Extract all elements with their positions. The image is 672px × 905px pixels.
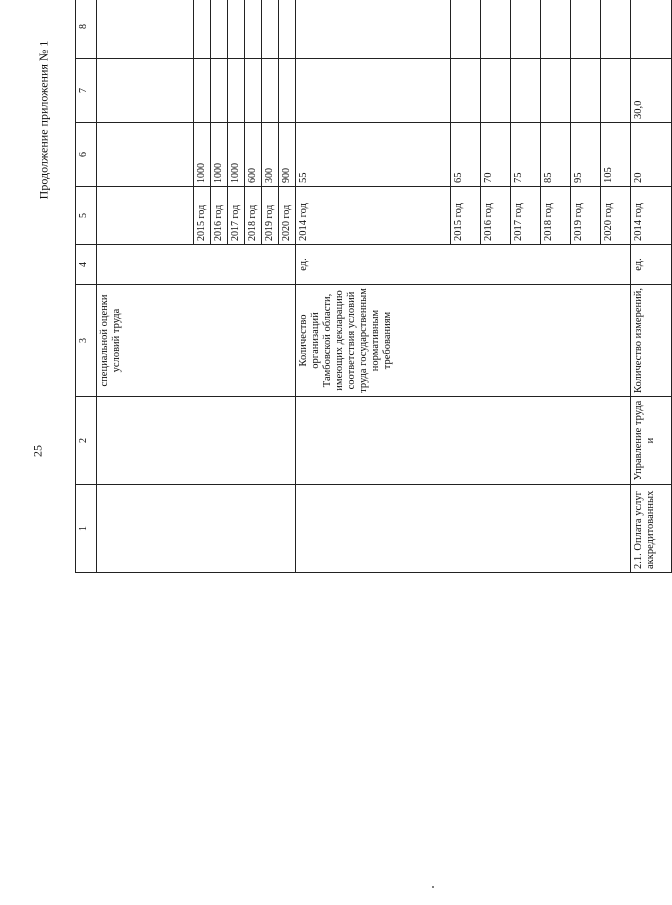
scan-speck (432, 886, 434, 888)
value-cell: 900 (279, 123, 296, 187)
year-cell: 2018 год (245, 187, 262, 245)
continuation-label: Продолжение приложения № 1 (36, 40, 51, 200)
value-cell: 600 (245, 123, 262, 187)
table-cell (481, 59, 511, 123)
value-cell: 85 (541, 123, 571, 187)
year-cell: 2016 год (481, 187, 511, 245)
table-cell (571, 59, 601, 123)
value-cell: 105 (601, 123, 631, 187)
table-cell (279, 59, 296, 123)
col-header: 5 (76, 187, 97, 245)
rotated-table-container (75, 0, 657, 573)
table-cell (97, 59, 194, 123)
indicator-cell: Количество измерений, (631, 285, 672, 397)
table-row (97, 0, 194, 573)
table-frame (75, 24, 657, 829)
year-cell: 2016 год (211, 187, 228, 245)
table-cell (97, 187, 194, 245)
col-header: 1 (76, 485, 97, 573)
table-cell (211, 0, 228, 59)
header-row (76, 0, 97, 573)
year-cell: 2017 год (511, 187, 541, 245)
value-cell: 300 (262, 123, 279, 187)
table-row (296, 0, 451, 573)
table-cell (451, 0, 481, 59)
table-cell (541, 0, 571, 59)
table-cell (97, 0, 194, 59)
table-cell (279, 0, 296, 59)
col-header: 3 (76, 285, 97, 397)
value-cell: 65 (451, 123, 481, 187)
table-cell (296, 397, 631, 485)
page-number: 25 (30, 445, 45, 457)
executor-cell: Управление труда и (631, 397, 672, 485)
table-cell (451, 59, 481, 123)
table-cell (541, 59, 571, 123)
table-cell (296, 59, 451, 123)
year-cell: 2020 год (601, 187, 631, 245)
table-cell (601, 0, 631, 59)
table-cell (481, 0, 511, 59)
value-cell: 1000 (228, 123, 245, 187)
value-cell: 70 (481, 123, 511, 187)
indicator-cell: Количество организаций Тамбовской области, имеющих декларацию соответствия условий труда государственным нормативным требованиям (296, 285, 631, 397)
year-cell: 2014 год (296, 187, 451, 245)
indicator-cell: специальной оценки условий труда (97, 285, 296, 397)
year-cell: 2020 год (279, 187, 296, 245)
year-cell: 2015 год (451, 187, 481, 245)
year-cell: 2018 год (541, 187, 571, 245)
table-cell (601, 59, 631, 123)
value-cell: 1000 (194, 123, 211, 187)
year-cell: 2014 год (631, 187, 672, 245)
value-cell: 95 (571, 123, 601, 187)
table-cell (262, 59, 279, 123)
table-cell (296, 0, 451, 59)
col-header: 8 (76, 0, 97, 59)
name-cell: 2.1. Оплата услуг аккредитованных (631, 485, 672, 573)
table-cell (571, 0, 601, 59)
year-cell: 2019 год (571, 187, 601, 245)
table-cell (211, 59, 228, 123)
table-cell (511, 0, 541, 59)
table-cell (296, 485, 631, 573)
table-cell (97, 485, 296, 573)
value-cell: 20 (631, 123, 672, 187)
program-table (75, 0, 672, 573)
table-cell (262, 0, 279, 59)
year-cell: 2015 год (194, 187, 211, 245)
table-cell (228, 59, 245, 123)
col-header: 4 (76, 245, 97, 285)
table-cell (631, 0, 672, 59)
value-cell: 1000 (211, 123, 228, 187)
table-cell (97, 397, 296, 485)
table-row (631, 0, 672, 573)
value-cell: 55 (296, 123, 451, 187)
col-header: 7 (76, 59, 97, 123)
table-cell (228, 0, 245, 59)
table-cell (97, 245, 296, 285)
unit-cell: ед. (296, 245, 631, 285)
unit-cell: ед. (631, 245, 672, 285)
table-cell (511, 59, 541, 123)
table-cell (194, 0, 211, 59)
table-cell (97, 123, 194, 187)
table-cell (245, 0, 262, 59)
col-header: 6 (76, 123, 97, 187)
year-cell: 2017 год (228, 187, 245, 245)
table-cell (245, 59, 262, 123)
table-cell (194, 59, 211, 123)
col-header: 2 (76, 397, 97, 485)
value-cell: 30,0 (631, 59, 672, 123)
value-cell: 75 (511, 123, 541, 187)
year-cell: 2019 год (262, 187, 279, 245)
